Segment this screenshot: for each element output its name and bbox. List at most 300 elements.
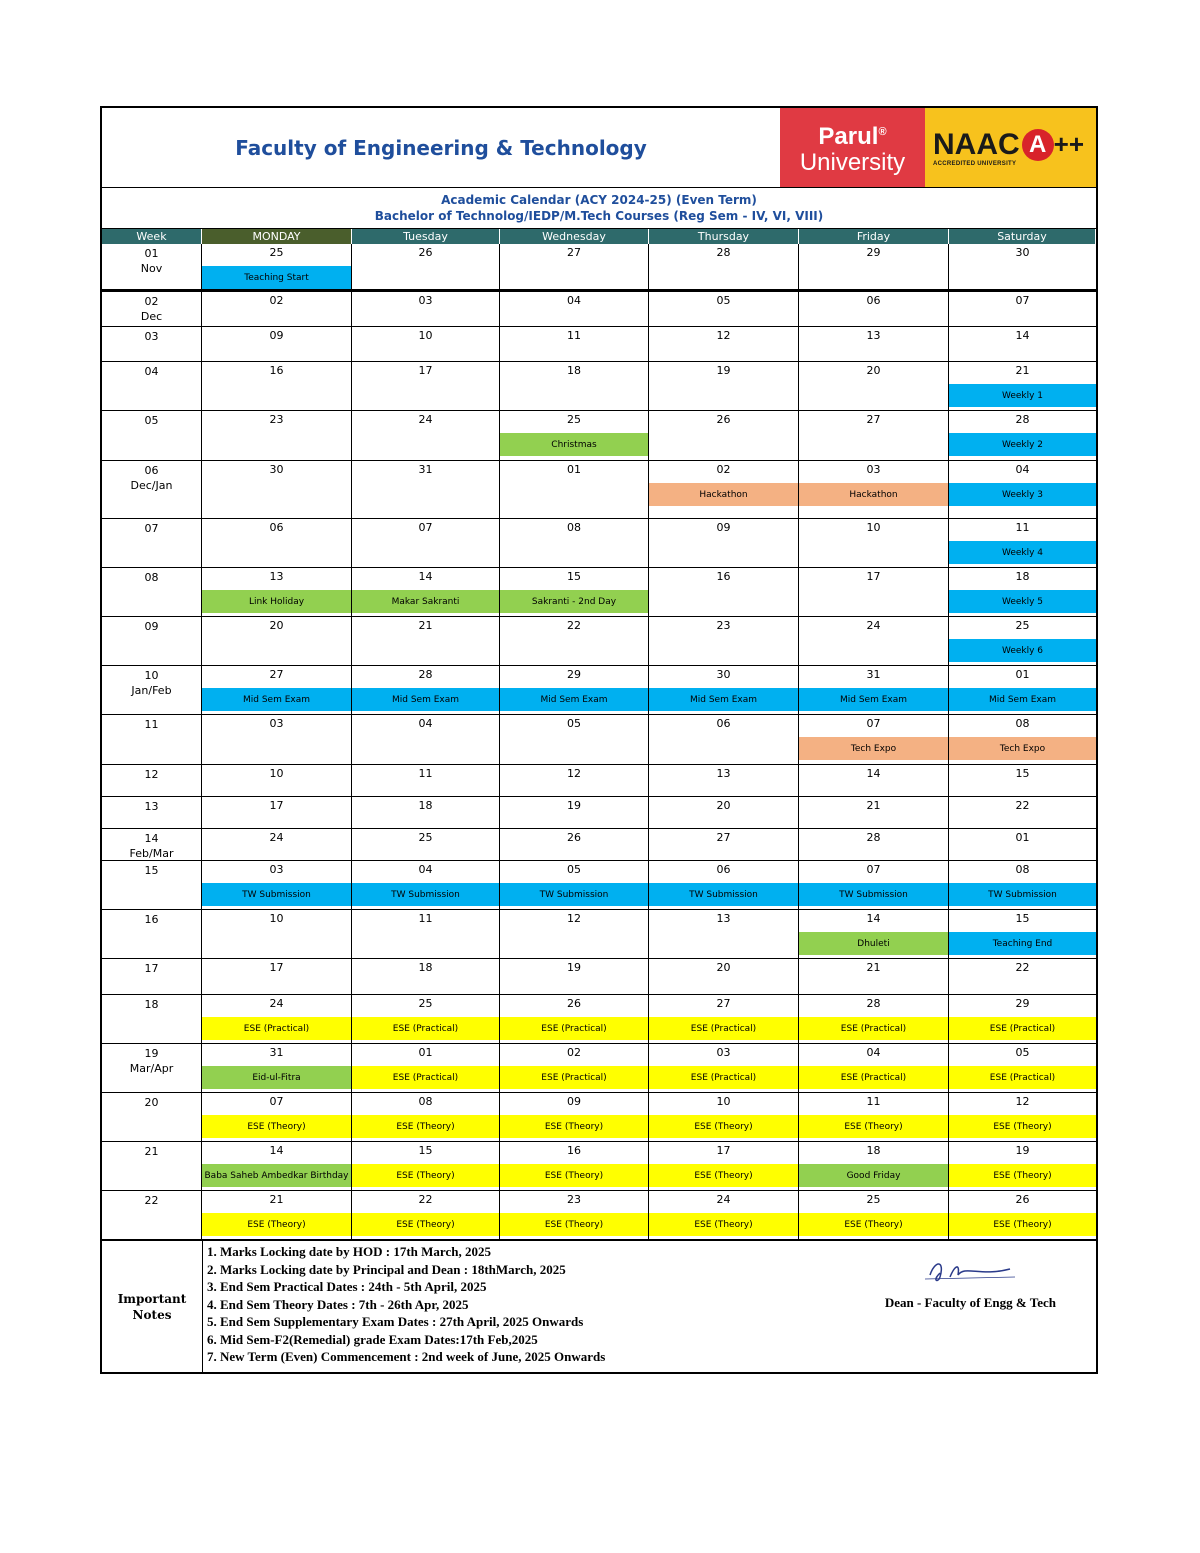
note-item: 2. Marks Locking date by Principal and Dean : 18thMarch, 2025 [207,1261,566,1277]
date-number: 08 [567,521,581,534]
date-number: 31 [418,463,433,476]
day-cell [352,910,500,959]
date-number: 11 [1015,521,1030,534]
day-cell [352,666,500,715]
naac-logo-text: NAAC [933,127,1020,161]
event-label: Weekly 3 [949,483,1096,506]
event-label: Mid Sem Exam [649,688,798,711]
day-cell [500,1044,649,1093]
week-cell [102,959,202,995]
week-cell [102,797,202,829]
date-number: 26 [567,997,581,1010]
date-number: 12 [1015,1095,1030,1108]
date-number: 27 [567,246,581,259]
event-label: Hackathon [649,483,798,506]
date-number: 04 [418,863,433,876]
date-number: 15 [1015,912,1030,925]
day-cell [649,617,799,666]
week-cell [102,995,202,1044]
day-cell [799,568,949,617]
date-number: 19 [567,961,581,974]
day-cell [500,244,649,292]
day-cell [500,461,649,519]
week-number: 03 [144,330,159,343]
day-cell [949,959,1096,995]
day-cell [949,995,1096,1044]
day-cell [649,765,799,797]
day-cell [202,461,352,519]
event-label: ESE (Practical) [649,1017,798,1040]
date-number: 25 [269,246,284,259]
week-number: 16 [144,913,159,926]
day-cell [352,568,500,617]
date-number: 25 [418,831,433,844]
day-cell [352,327,500,362]
day-cell [500,715,649,765]
day-cell [949,292,1096,327]
day-cell [352,244,500,292]
event-label: ESE (Practical) [949,1066,1096,1089]
event-label: Tech Expo [799,737,948,760]
date-number: 07 [1015,294,1030,307]
week-month: Nov [140,262,163,275]
naac-plus: ++ [1053,129,1085,159]
date-number: 30 [269,463,284,476]
day-header-0: Week [102,229,202,244]
day-cell [500,292,649,327]
day-cell [949,461,1096,519]
day-cell [500,411,649,461]
day-cell [649,666,799,715]
week-number: 01 [144,247,159,260]
day-cell [500,362,649,411]
day-cell [352,1093,500,1142]
day-cell [202,715,352,765]
day-cell [500,1142,649,1191]
day-cell [949,1093,1096,1142]
event-label: ESE (Theory) [649,1115,798,1138]
date-number: 24 [716,1193,731,1206]
week-number: 12 [144,768,159,781]
event-label: TW Submission [949,883,1096,906]
week-cell [102,765,202,797]
signatory: Dean - Faculty of Engg & Tech [884,1295,1056,1310]
event-label: ESE (Theory) [949,1213,1096,1236]
day-cell [799,861,949,910]
day-cell [500,519,649,568]
date-number: 07 [866,863,881,876]
event-label: ESE (Theory) [352,1213,499,1236]
date-number: 14 [418,570,433,583]
date-number: 25 [1015,619,1030,632]
date-number: 11 [866,1095,881,1108]
event-label: ESE (Practical) [352,1017,499,1040]
week-number: 04 [144,365,159,378]
day-cell [949,666,1096,715]
day-cell [799,829,949,861]
day-cell [949,829,1096,861]
day-cell [500,797,649,829]
date-number: 25 [418,997,433,1010]
event-label: ESE (Theory) [649,1164,798,1187]
week-cell [102,1044,202,1093]
event-label: Hackathon [799,483,948,506]
day-cell [799,995,949,1044]
date-number: 25 [567,413,581,426]
date-number: 22 [567,619,581,632]
event-label: ESE (Theory) [500,1164,648,1187]
day-cell [649,1142,799,1191]
day-cell [799,519,949,568]
date-number: 29 [1015,997,1030,1010]
day-cell [500,995,649,1044]
day-cell [500,959,649,995]
day-cell [202,959,352,995]
header [102,108,1096,188]
event-label: TW Submission [799,883,948,906]
day-cell [202,362,352,411]
day-cell [949,1191,1096,1240]
week-month: Dec [140,310,163,323]
date-number: 30 [1015,246,1030,259]
date-number: 23 [567,1193,581,1206]
day-cell [202,327,352,362]
day-cell [649,362,799,411]
day-cell [202,765,352,797]
day-cell [202,861,352,910]
day-cell [500,765,649,797]
event-label: Baba Saheb Ambedkar Birthday [202,1164,351,1187]
date-number: 28 [866,831,881,844]
date-number: 01 [567,463,581,476]
date-number: 22 [1015,961,1030,974]
week-number: 07 [144,522,159,535]
date-number: 06 [716,863,731,876]
event-label: ESE (Theory) [949,1164,1096,1187]
note-item: 4. End Sem Theory Dates : 7th - 26th Apr, 2025 [207,1296,469,1312]
date-number: 10 [269,912,284,925]
event-label: Sakranti - 2nd Day [500,590,648,613]
date-number: 24 [418,413,433,426]
date-number: 16 [269,364,284,377]
date-number: 07 [269,1095,284,1108]
date-number: 03 [418,294,433,307]
date-number: 01 [1015,831,1030,844]
date-number: 28 [1015,413,1030,426]
week-cell [102,617,202,666]
note-item: 6. Mid Sem-F2(Remedial) grade Exam Dates:17th Feb,2025 [207,1331,538,1347]
date-number: 21 [269,1193,284,1206]
day-cell [949,519,1096,568]
date-number: 01 [418,1046,433,1059]
week-cell [102,461,202,519]
day-cell [649,715,799,765]
day-cell [202,244,352,292]
day-cell [649,1093,799,1142]
day-cell [799,910,949,959]
notes-label: Important Notes [102,1241,203,1372]
date-number: 06 [866,294,881,307]
event-label: ESE (Theory) [949,1115,1096,1138]
day-cell [352,411,500,461]
day-cell [202,292,352,327]
event-label: ESE (Practical) [799,1017,948,1040]
week-cell [102,1191,202,1240]
important-notes [102,1240,1096,1372]
calendar-subtitle [102,188,1096,229]
subtitle-line-2: Bachelor of Technolog/IEDP/M.Tech Courses (Reg Sem - IV, VI, VIII) [374,209,824,223]
event-label: TW Submission [352,883,499,906]
day-cell [949,797,1096,829]
event-label: Mid Sem Exam [799,688,948,711]
week-cell [102,244,202,292]
day-cell [949,1142,1096,1191]
event-label: ESE (Practical) [500,1017,648,1040]
date-number: 14 [866,912,881,925]
date-number: 29 [567,668,581,681]
date-number: 26 [418,246,433,259]
date-number: 18 [418,961,433,974]
date-number: 26 [716,413,731,426]
day-cell [352,959,500,995]
date-number: 29 [866,246,881,259]
week-cell [102,519,202,568]
week-number: 13 [144,800,159,813]
day-cell [649,461,799,519]
event-label: ESE (Theory) [352,1115,499,1138]
date-number: 19 [567,799,581,812]
date-number: 10 [716,1095,731,1108]
day-cell [202,1044,352,1093]
day-cell [799,1191,949,1240]
date-number: 17 [269,799,284,812]
date-number: 20 [269,619,284,632]
date-number: 31 [866,668,881,681]
day-cell [352,1142,500,1191]
day-cell [649,995,799,1044]
note-item: 3. End Sem Practical Dates : 24th - 5th April, 2025 [207,1279,487,1294]
event-label: Weekly 2 [949,433,1096,456]
day-header-1: MONDAY [202,229,352,244]
date-number: 13 [716,912,731,925]
day-cell [649,292,799,327]
date-number: 15 [567,570,581,583]
event-label: ESE (Practical) [649,1066,798,1089]
date-number: 04 [567,294,581,307]
date-number: 31 [269,1046,284,1059]
day-cell [649,519,799,568]
event-label: TW Submission [500,883,648,906]
event-label: ESE (Theory) [202,1213,351,1236]
event-label: ESE (Theory) [500,1115,648,1138]
date-number: 24 [269,997,284,1010]
date-number: 15 [418,1144,433,1157]
day-cell [649,910,799,959]
week-cell [102,910,202,959]
day-cell [799,244,949,292]
date-number: 01 [1015,668,1030,681]
week-number: 02 [144,295,159,308]
day-cell [500,829,649,861]
date-number: 09 [269,329,284,342]
week-number: 14 [144,832,159,845]
week-number: 06 [144,464,159,477]
date-number: 02 [716,463,731,476]
day-cell [202,568,352,617]
date-number: 13 [866,329,881,342]
day-cell [649,1191,799,1240]
event-label: Mid Sem Exam [500,688,648,711]
day-cell [949,910,1096,959]
note-item: 7. New Term (Even) Commencement : 2nd week of June, 2025 Onwards [207,1349,606,1364]
day-cell [799,327,949,362]
day-cell [202,910,352,959]
date-number: 28 [716,246,731,259]
day-cell [949,568,1096,617]
note-item: 1. Marks Locking date by HOD : 17th March, 2025 [207,1244,491,1259]
date-number: 27 [716,831,731,844]
week-cell [102,666,202,715]
day-cell [799,411,949,461]
naac-logo-sub: ACCREDITED UNIVERSITY [933,160,1017,167]
day-cell [799,292,949,327]
week-month: Feb/Mar [129,847,174,860]
signature-block [885,1255,1056,1311]
event-label: Weekly 5 [949,590,1096,613]
event-label: Mid Sem Exam [202,688,351,711]
week-number: 19 [144,1047,159,1060]
day-cell [949,765,1096,797]
event-label: Weekly 1 [949,384,1096,407]
event-label: ESE (Practical) [799,1066,948,1089]
week-number: 18 [144,998,159,1011]
day-cell [202,1142,352,1191]
day-header-2: Tuesday [352,229,500,244]
day-cell [649,861,799,910]
day-cell [500,1191,649,1240]
day-cell [352,861,500,910]
date-number: 24 [866,619,881,632]
date-number: 20 [716,799,731,812]
date-number: 21 [1015,364,1030,377]
day-cell [352,519,500,568]
day-cell [799,1044,949,1093]
date-number: 11 [418,912,433,925]
week-month: Jan/Feb [131,684,172,697]
date-number: 23 [269,413,284,426]
week-cell [102,362,202,411]
day-cell [949,1044,1096,1093]
calendar-sheet [100,106,1098,1374]
signature-icon [910,1255,1030,1285]
event-label: ESE (Theory) [500,1213,648,1236]
day-cell [202,1093,352,1142]
date-number: 08 [1015,717,1030,730]
day-cell [949,362,1096,411]
day-header-6: Saturday [949,229,1096,244]
week-cell [102,568,202,617]
date-number: 06 [269,521,284,534]
date-number: 22 [418,1193,433,1206]
week-cell [102,715,202,765]
day-cell [649,959,799,995]
event-label: Eid-ul-Fitra [202,1066,351,1089]
date-number: 12 [716,329,731,342]
date-number: 16 [716,570,731,583]
day-cell [202,995,352,1044]
day-cell [649,1044,799,1093]
date-number: 03 [716,1046,731,1059]
day-cell [799,666,949,715]
event-label: ESE (Practical) [202,1017,351,1040]
subtitle-line-1: Academic Calendar (ACY 2024-25) (Even Term) [441,193,757,207]
day-header-3: Wednesday [500,229,649,244]
date-number: 18 [567,364,581,377]
date-number: 05 [716,294,731,307]
date-number: 20 [716,961,731,974]
date-number: 04 [418,717,433,730]
day-cell [799,362,949,411]
day-cell [202,666,352,715]
date-number: 27 [866,413,881,426]
day-cell [352,995,500,1044]
event-label: Weekly 4 [949,541,1096,564]
calendar-grid [102,229,1096,1240]
event-label: ESE (Theory) [352,1164,499,1187]
date-number: 05 [567,863,581,876]
date-number: 28 [866,997,881,1010]
day-cell [799,617,949,666]
date-number: 04 [866,1046,881,1059]
event-label: ESE (Practical) [949,1017,1096,1040]
day-cell [799,1142,949,1191]
week-number: 11 [144,718,159,731]
date-number: 10 [269,767,284,780]
date-number: 16 [567,1144,581,1157]
date-number: 24 [269,831,284,844]
parul-university-logo [780,108,925,187]
date-number: 05 [1015,1046,1030,1059]
event-label: TW Submission [649,883,798,906]
week-number: 20 [144,1096,159,1109]
date-number: 02 [567,1046,581,1059]
page-title: Faculty of Engineering & Technology [235,135,647,160]
parul-logo-sub: University [799,149,906,176]
event-label: Dhuleti [799,932,948,955]
date-number: 21 [418,619,433,632]
event-label: Teaching End [949,932,1096,955]
day-cell [500,617,649,666]
day-cell [202,519,352,568]
day-cell [202,1191,352,1240]
date-number: 25 [866,1193,881,1206]
day-cell [202,829,352,861]
date-number: 03 [866,463,881,476]
day-cell [799,715,949,765]
date-number: 12 [567,767,581,780]
date-number: 30 [716,668,731,681]
date-number: 07 [418,521,433,534]
date-number: 14 [866,767,881,780]
day-cell [949,411,1096,461]
event-label: ESE (Theory) [799,1115,948,1138]
week-number: 22 [144,1194,159,1207]
naac-logo [925,108,1096,187]
day-cell [352,829,500,861]
parul-logo-name: Parul [818,123,879,150]
date-number: 17 [716,1144,731,1157]
date-number: 22 [1015,799,1030,812]
